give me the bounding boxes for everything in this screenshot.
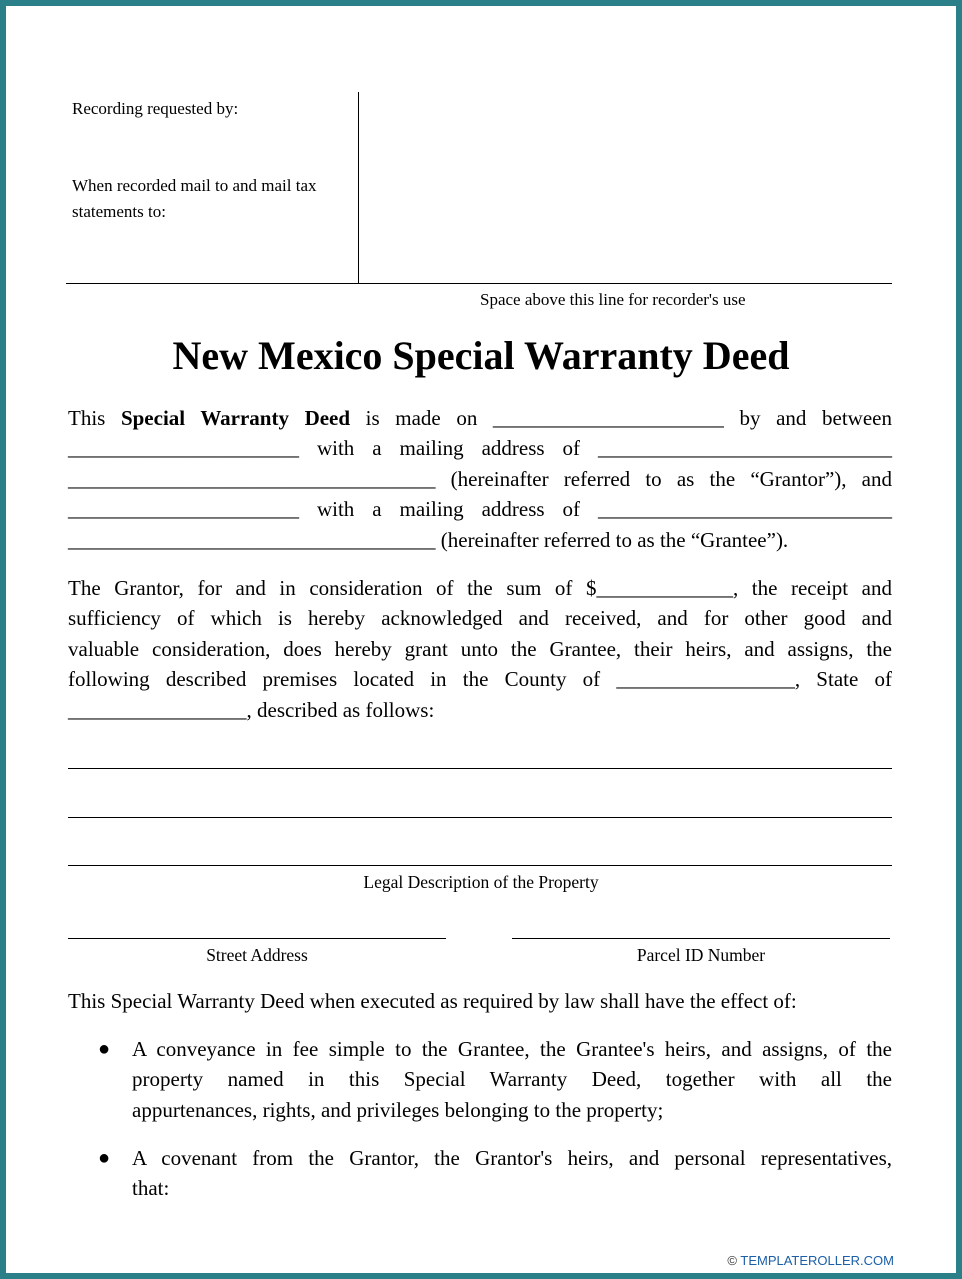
legal-description-line-3[interactable] xyxy=(68,865,892,866)
recorder-note: Space above this line for recorder's use xyxy=(480,290,746,309)
legal-description-line-1[interactable] xyxy=(68,768,892,769)
bullet-icon: ● xyxy=(98,1147,111,1169)
mail-to-label-line2: statements to: xyxy=(72,202,166,221)
effect-intro: This Special Warranty Deed when executed as required by law shall have the effect of: xyxy=(68,989,797,1013)
list-item xyxy=(68,1143,892,1205)
document-page xyxy=(6,6,956,1273)
consideration-line-5: _________________, described as follows: xyxy=(68,697,435,722)
parcel-id-label: Parcel ID Number xyxy=(636,945,766,965)
intro-line-5: ___________________________________ (hereinafter referred to as the “Grantee”). xyxy=(68,527,789,552)
intro-line-2: ______________________ with a mailing address of ____________________________ xyxy=(68,436,892,461)
list-item xyxy=(68,1034,892,1126)
footer-site-link[interactable]: TEMPLATEROLLER.COM xyxy=(740,1253,894,1268)
consideration-line-2: sufficiency of which is hereby acknowledged and received, and for other good and xyxy=(68,606,892,631)
bullet-icon: ● xyxy=(98,1038,111,1060)
parcel-id-line[interactable] xyxy=(512,938,890,939)
consideration-line-3: valuable consideration, does hereby grant unto the Grantee, their heirs, and assigns, the xyxy=(68,636,892,661)
street-address-label: Street Address xyxy=(206,945,308,965)
header-divider-vertical xyxy=(358,92,359,284)
copyright-symbol: © xyxy=(727,1253,737,1268)
legal-description-label: Legal Description of the Property xyxy=(363,872,599,892)
intro-line-3: ___________________________________ (hereinafter referred to as the “Grantor”), and xyxy=(68,466,892,491)
document-title: New Mexico Special Warranty Deed xyxy=(172,333,790,378)
recording-requested-label: Recording requested by: xyxy=(72,99,239,118)
recorder-space-line xyxy=(66,283,892,284)
consideration-line-1: The Grantor, for and in consideration of the sum of $_____________, the receipt and xyxy=(68,576,892,600)
consideration-paragraph xyxy=(68,573,892,725)
bullet-text: A covenant from the Grantor, the Grantor's heirs, and personal representatives, that: xyxy=(132,1146,892,1201)
intro-line-4: ______________________ with a mailing address of ____________________________ xyxy=(68,497,892,522)
intro-paragraph xyxy=(68,403,892,555)
bullet-text: A conveyance in fee simple to the Grantee, the Grantee's heirs, and assigns, of the property named in this Special Warranty Deed, together with all the appurtenances, rights, and privileges belonging to the property; xyxy=(132,1037,892,1122)
consideration-line-4: following described premises located in the County of _________________, State of xyxy=(68,667,892,692)
legal-description-line-2[interactable] xyxy=(68,817,892,818)
street-address-line[interactable] xyxy=(68,938,446,939)
footer-watermark xyxy=(727,1253,894,1268)
mail-to-label-line1: When recorded mail to and mail tax xyxy=(72,176,317,195)
intro-line-1: This Special Warranty Deed is made on ______________________ by and between xyxy=(68,406,892,430)
